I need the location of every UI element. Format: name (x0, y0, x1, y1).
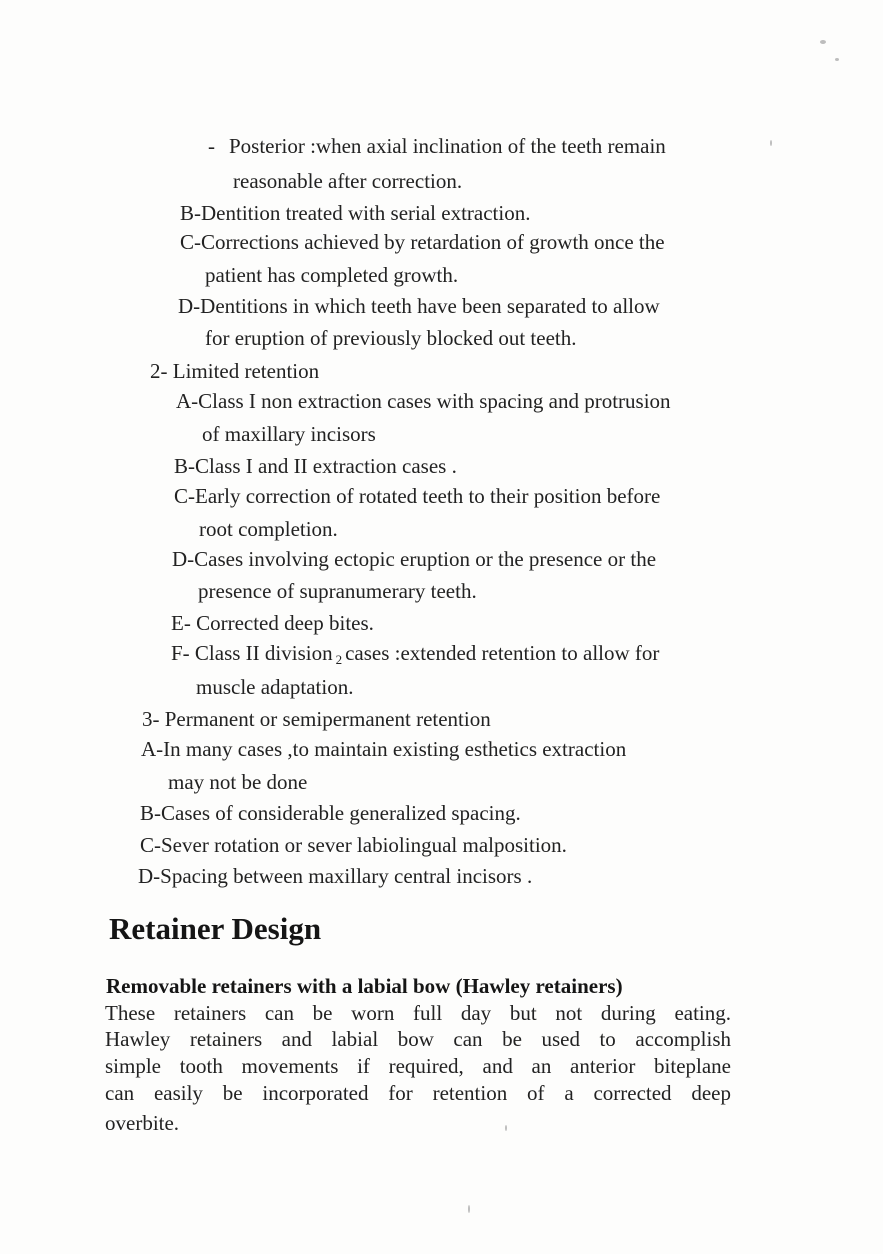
scan-speck (468, 1205, 470, 1213)
list-line: A-In many cases ,to maintain existing esthetics extraction (141, 737, 627, 761)
list-line: 3- Permanent or semipermanent retention (142, 707, 491, 731)
list-line: B-Cases of considerable generalized spacing. (140, 801, 521, 825)
list-line: root completion. (199, 517, 338, 541)
list-line: D-Dentitions in which teeth have been separated to allow (178, 294, 660, 318)
list-line: B-Class I and II extraction cases . (174, 454, 457, 478)
paragraph-line: Hawley retainers and labial bow can be used to accomplish (105, 1027, 731, 1051)
list-line: B-Dentition treated with serial extraction. (180, 201, 531, 225)
list-line: muscle adaptation. (196, 675, 354, 699)
list-line: D-Spacing between maxillary central incisors . (138, 864, 533, 888)
scan-speck (770, 140, 772, 146)
paragraph-line: can easily be incorporated for retention of a corrected deep (105, 1081, 731, 1105)
paragraph-line: overbite. (105, 1111, 180, 1135)
paragraph-line: These retainers can be worn full day but not during eating. (105, 1001, 731, 1025)
list-line (171, 640, 659, 673)
subscript: 2 (335, 652, 343, 667)
list-line: C-Sever rotation or sever labiolingual malposition. (140, 833, 567, 857)
list-text: Posterior :when axial inclination of the teeth remain (229, 134, 666, 158)
list-line (208, 133, 666, 159)
subsection-heading: Removable retainers with a labial bow (Hawley retainers) (106, 974, 623, 998)
list-line: C-Corrections achieved by retardation of growth once the (180, 230, 665, 254)
list-line: C-Early correction of rotated teeth to their position before (174, 484, 661, 508)
list-line: D-Cases involving ectopic eruption or the presence or the (172, 547, 657, 571)
list-line: 2- Limited retention (150, 359, 320, 383)
list-line: patient has completed growth. (205, 263, 459, 287)
scan-speck (820, 40, 826, 44)
section-heading: Retainer Design (109, 911, 322, 946)
list-line: for eruption of previously blocked out teeth. (205, 326, 577, 350)
list-line: A-Class I non extraction cases with spacing and protrusion (176, 389, 671, 413)
list-line: E- Corrected deep bites. (171, 611, 374, 635)
list-line: presence of supranumerary teeth. (198, 579, 477, 603)
list-line: may not be done (168, 770, 308, 794)
paragraph-line: simple tooth movements if required, and an anterior biteplane (105, 1054, 731, 1078)
list-text: cases :extended retention to allow for (345, 641, 660, 665)
list-text: F- Class II division (171, 641, 333, 665)
scan-speck (835, 58, 839, 61)
scan-speck (505, 1125, 507, 1131)
list-line: of maxillary incisors (202, 422, 376, 446)
list-line: reasonable after correction. (233, 169, 463, 193)
dash-marker: - (208, 134, 215, 158)
